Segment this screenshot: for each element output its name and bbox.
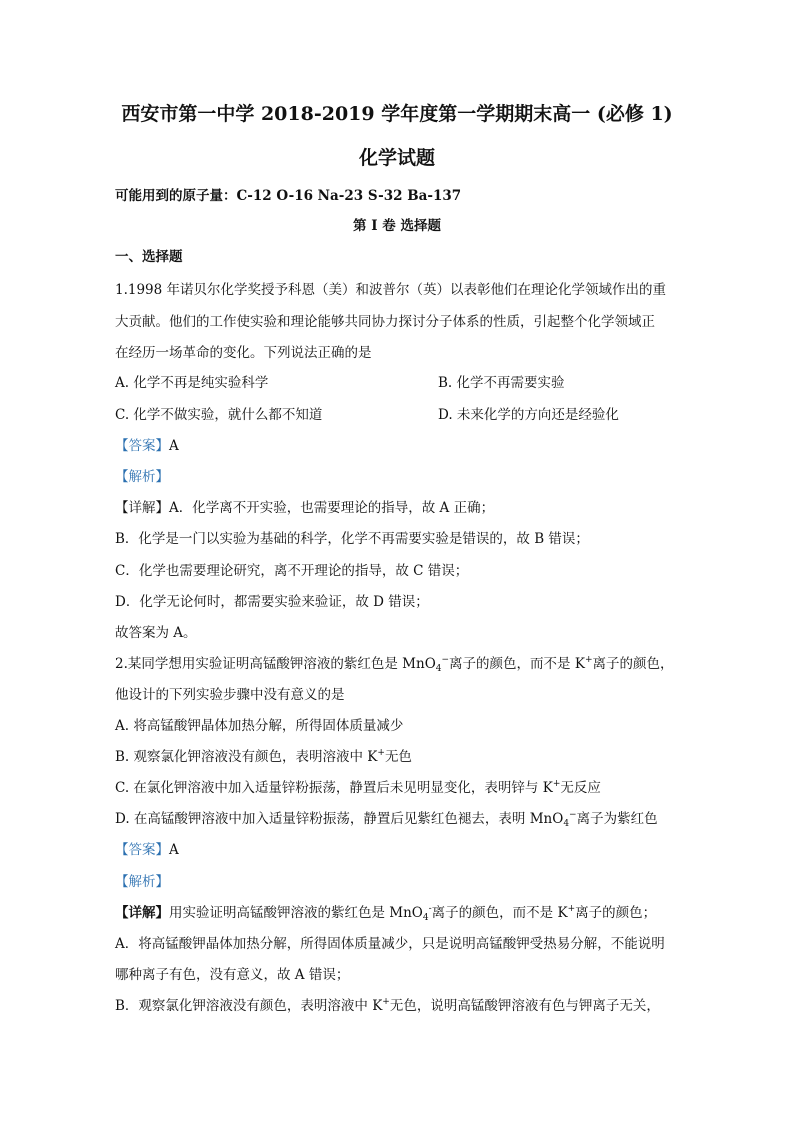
q2-answer-value: A (169, 842, 179, 858)
q1-detail-b: B．化学是一门以实验为基础的科学，化学不再需要实验是错误的，故 B 错误； (115, 531, 589, 547)
q2-option-a: A. 将高锰酸钾晶体加热分解，所得固体质量减少 (115, 718, 404, 734)
detail-tag: 【详解】 (115, 905, 169, 921)
q1-analysis-tag: 【解析】 (115, 469, 169, 485)
q1-answer-value: A (169, 438, 179, 454)
q1-detail-c: C．化学也需要理论研究，离不开理论的指导，故 C 错误； (115, 563, 469, 579)
q1-conclusion: 故答案为 A。 (115, 625, 197, 641)
section-title: 第 I 卷 选择题 (353, 218, 441, 234)
q1-option-a: A. 化学不再是纯实验科学 (115, 375, 269, 391)
answer-tag: 【答案】 (115, 842, 169, 858)
q1-answer (115, 436, 179, 456)
document-title: 西安市第一中学 2018-2019 学年度第一学期期末高一 (必修 1) (121, 103, 673, 125)
q2-detail-a-line1: A．将高锰酸钾晶体加热分解，所得固体质量减少，只是说明高锰酸钾受热易分解，不能说明 (115, 936, 665, 952)
document-subtitle: 化学试题 (358, 147, 435, 169)
q1-stem-line3: 在经历一场革命的变化。下列说法正确的是 (115, 345, 372, 361)
q2-stem-line1: 2.某同学想用实验证明高锰酸钾溶液的紫红色是 MnO$_4$−离子的颜色，而不是 K+离子的颜色， (115, 655, 674, 674)
q2-detail-a-line2: 哪种离子有色，没有意义，故 A 错误； (115, 967, 350, 983)
answer-tag: 【答案】 (115, 438, 169, 454)
q2-analysis-tag: 【解析】 (115, 874, 169, 890)
atomic-masses: 可能用到的原子量：C-12 O-16 Na-23 S-32 Ba-137 (115, 188, 462, 204)
q1-option-d: D. 未来化学的方向还是经验化 (438, 407, 619, 423)
detail-tag: 【详解】 (115, 500, 169, 516)
q1-option-b: B. 化学不再需要实验 (438, 375, 565, 391)
part-title: 一、选择题 (115, 249, 183, 265)
q2-option-d: D. 在高锰酸钾溶液中加入适量锌粉振荡，静置后见紫红色褪去，表明 MnO$_4$−离子为紫红色 (115, 810, 658, 829)
q1-option-c: C. 化学不做实验，就什么都不知道 (115, 407, 323, 423)
q1-stem-line1: 1.1998 年诺贝尔化学奖授予科恩（美）和波普尔（英）以表彰他们在理论化学领域作出的重 (115, 282, 667, 298)
q2-detail-intro: 【详解】用实验证明高锰酸钾溶液的紫红色是 MnO$_4$-离子的颜色，而不是 K+离子的颜色； (115, 904, 657, 923)
q2-option-b: B. 观察氯化钾溶液没有颜色，表明溶液中 K+无色 (115, 748, 412, 765)
q1-detail-a: 【详解】A．化学离不开实验，也需要理论的指导，故 A 正确； (115, 500, 495, 516)
q2-stem-line2: 他设计的下列实验步骤中没有意义的是 (115, 687, 345, 703)
q2-detail-b: B．观察氯化钾溶液没有颜色，表明溶液中 K+无色，说明高锰酸钾溶液有色与钾离子无关， (115, 997, 660, 1014)
q2-answer (115, 840, 179, 860)
q2-option-c: C. 在氯化钾溶液中加入适量锌粉振荡，静置后未见明显变化，表明锌与 K+无反应 (115, 779, 601, 796)
q1-stem-line2: 大贡献。他们的工作使实验和理论能够共同协力探讨分子体系的性质，引起整个化学领域正 (115, 314, 655, 330)
q1-detail-d: D．化学无论何时，都需要实验来验证，故 D 错误； (115, 594, 429, 610)
